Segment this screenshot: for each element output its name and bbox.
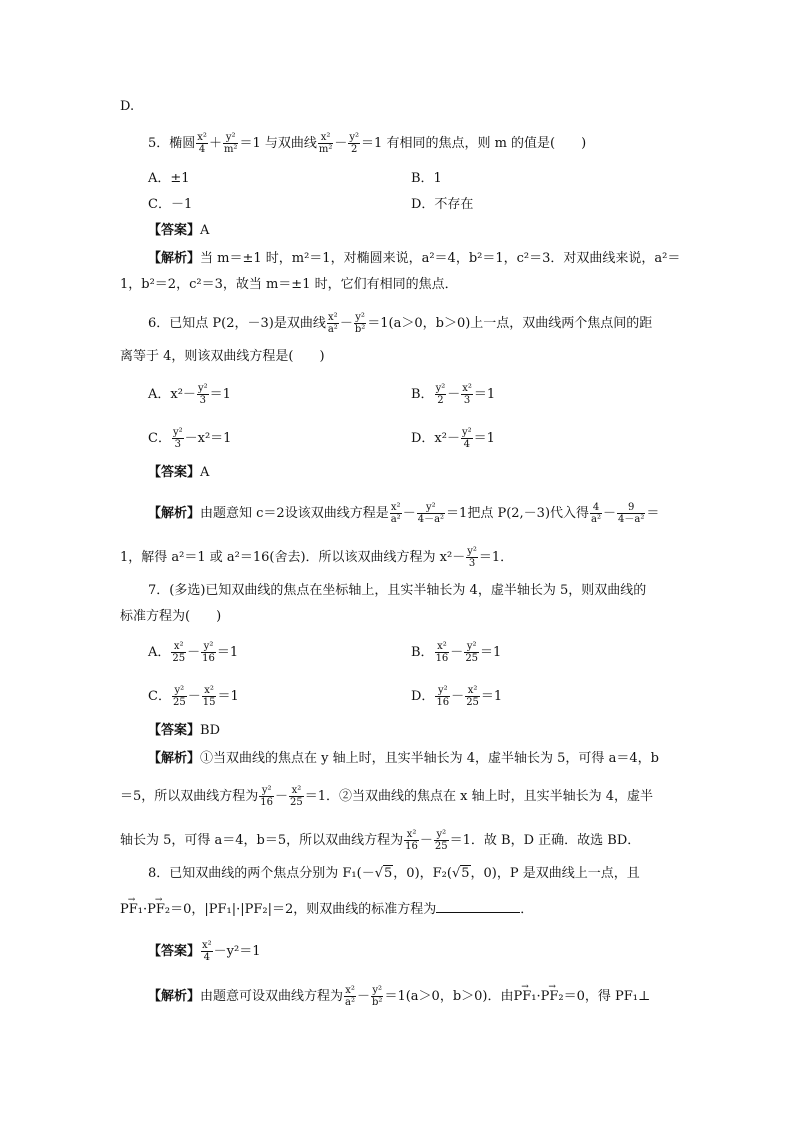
q7-answer: 【答案】BD — [148, 723, 220, 738]
fraction: $\frac{\text{y²}}{\text{m²}}$ — [223, 132, 238, 155]
q5-answer: 【答案】A — [148, 223, 210, 238]
q8-explanation-1: 【解析】由题意可设双曲线方程为 $\frac{\text{x²}}{\text{a²}}$ － $\frac{\text{y²}}{\text{b²}}$ ＝1(a＞0，b＞0)．由→ PF₁·→ PF₂＝0，得 PF₁⊥ — [148, 985, 650, 1008]
answer-blank — [436, 900, 520, 913]
q5-explanation-2: 1，b²＝2，c²＝3，故当 m＝±1 时，它们有相同的焦点． — [120, 277, 458, 292]
q8-answer: 【答案】 $\frac{\text{x²}}{4}$ －y²＝1 — [148, 940, 261, 963]
q6-option-c: C． $\frac{\text{y²}}{3}$ －x²＝1 — [148, 427, 232, 450]
q7-option-a: A． $\frac{\text{x²}}{25}$ － $\frac{\text{y²}}{16}$ ＝1 — [148, 641, 239, 664]
q6-explanation-1: 【解析】由题意知 c＝2设该双曲线方程是 $\frac{\text{x²}}{\text{a²}}$ － $\frac{\text{y²}}{\text{4－a²}}$ ＝1把点 P(2,－3)代入得 $\frac{4}{\text{a²}}$ － $\frac{9}{\text{4－a²}}$ ＝ — [148, 502, 660, 525]
q5-text: 5．椭圆 — [148, 136, 196, 151]
q5-option-c: C．－1 — [148, 197, 193, 212]
question-8: 8．已知双曲线的两个焦点分别为 F₁(－√5，0)，F₂(√5，0)，P 是双曲线上一点，且 — [148, 866, 640, 881]
q6-option-d: D．x²－ $\frac{\text{y²}}{4}$ ＝1 — [411, 427, 495, 450]
question-7: 7．(多选)已知双曲线的焦点在坐标轴上，且实半轴长为 4，虚半轴长为 5，则双曲线的 — [148, 583, 647, 598]
answer-d-line: D. — [120, 99, 135, 114]
q6-answer: 【答案】A — [148, 465, 210, 480]
q5-option-d: D．不存在 — [411, 197, 474, 212]
question-8-cont: → PF₁·→ PF₂＝0，|PF₁|·|PF₂|＝2，则双曲线的标准方程为 ． — [120, 900, 533, 919]
q7-explanation-1: 【解析】①当双曲线的焦点在 y 轴上时，且实半轴长为 4，虚半轴长为 5，可得 a＝4，b — [148, 751, 659, 766]
q6-option-a: A．x²－ $\frac{\text{y²}}{3}$ ＝1 — [148, 383, 231, 406]
q7-explanation-3: 轴长为 5，可得 a＝4，b＝5，所以双曲线方程为 $\frac{\text{x²}}{16}$ － $\frac{\text{y²}}{25}$ ＝1．故 B，D 正确．故选 BD． — [120, 829, 641, 852]
q6-option-b: B． $\frac{\text{y²}}{2}$ － $\frac{\text{x²}}{3}$ ＝1 — [411, 383, 496, 406]
q5-explanation-1: 【解析】当 m＝±1 时，m²＝1，对椭圆来说，a²＝4，b²＝1，c²＝3．对双曲线来说，a²＝ — [148, 251, 681, 266]
question-5: 5．椭圆 $\frac{\text{x²}}{4}$ ＋ $\frac{\text{y²}}{\text{m²}}$ ＝1 与双曲线 $\frac{\text{x²}}{\text{m²}}$ － $\frac{\text{y²}}{2}$ ＝1 有相同的焦点，则 m 的值是( ) — [148, 132, 587, 155]
fraction: $\frac{\text{y²}}{2}$ — [349, 132, 360, 155]
q7-option-c: C． $\frac{\text{y²}}{25}$ － $\frac{\text{x²}}{15}$ ＝1 — [148, 685, 239, 708]
q5-option-b: B．1 — [411, 171, 442, 186]
question-7-cont: 标准方程为( ) — [120, 609, 222, 624]
vector-pf2: → PF₂ — [147, 901, 170, 919]
fraction: $\frac{\text{x²}}{\text{a²}}$ — [327, 312, 338, 335]
q6-explanation-2: 1，解得 a²＝1 或 a²＝16(舍去)．所以该双曲线方程为 x²－ $\frac{\text{y²}}{3}$ ＝1． — [120, 546, 514, 569]
question-6: 6．已知点 P(2，－3)是双曲线 $\frac{\text{x²}}{\text{a²}}$ － $\frac{\text{y²}}{\text{b²}}$ ＝1(a＞0，b＞0)上一点，双曲线两个焦点间的距 — [148, 312, 653, 335]
q7-option-d: D． $\frac{\text{y²}}{16}$ － $\frac{\text{x²}}{25}$ ＝1 — [411, 685, 503, 708]
q7-explanation-2: ＝5，所以双曲线方程为 $\frac{\text{y²}}{16}$ － $\frac{\text{x²}}{25}$ ＝1．②当双曲线的焦点在 x 轴上时，且实半轴长为 4，虚半 — [120, 785, 654, 808]
fraction: $\frac{\text{y²}}{\text{b²}}$ — [354, 312, 366, 335]
vector-pf1: → PF₁ — [120, 901, 143, 919]
fraction: $\frac{\text{x²}}{4}$ — [197, 132, 207, 155]
q5-option-a: A．±1 — [148, 171, 190, 186]
fraction: $\frac{\text{x²}}{\text{m²}}$ — [318, 132, 333, 155]
q7-option-b: B． $\frac{\text{x²}}{16}$ － $\frac{\text{y²}}{25}$ ＝1 — [411, 641, 502, 664]
question-6-cont: 离等于 4，则该双曲线方程是( ) — [120, 349, 325, 364]
